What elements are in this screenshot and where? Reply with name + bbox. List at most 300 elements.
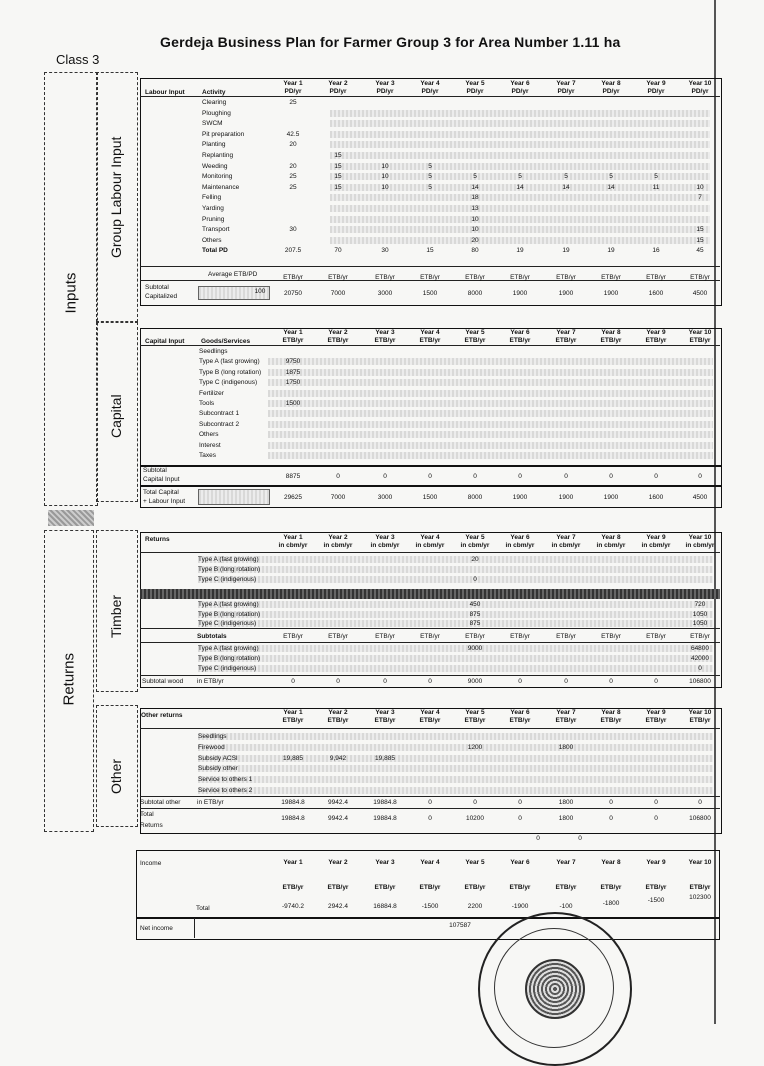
total-capital-box bbox=[198, 489, 270, 505]
other-subtotal-label: Subtotal other bbox=[140, 799, 181, 806]
activity-label-11: Yarding bbox=[202, 205, 224, 212]
capital-item-6: Tools bbox=[199, 400, 215, 407]
year-header-6: Year 6 bbox=[510, 329, 530, 336]
capital-item-3: Type B (long rotation) bbox=[199, 368, 262, 376]
other-total-y6: 0 bbox=[518, 815, 522, 822]
activity-row-shading-13 bbox=[330, 226, 710, 233]
timber-subtotal-rule bbox=[140, 675, 720, 676]
labour-monitoring-y6: 5 bbox=[518, 173, 522, 181]
year-unit-3: ETB/yr bbox=[374, 717, 396, 724]
income-year-unit-9: ETB/yr bbox=[645, 884, 667, 891]
other-item-5: Service to others 1 bbox=[198, 776, 253, 784]
timber-cumulative-row-3-y5: 875 bbox=[469, 620, 481, 627]
year-unit-2: ETB/yr bbox=[327, 337, 349, 344]
capital-subtotal-y1: 8875 bbox=[285, 473, 301, 480]
year-unit-10: in cbm/yr bbox=[685, 542, 715, 549]
income-label: Income bbox=[140, 860, 162, 867]
labour-etb-unit-y4: ETB/yr bbox=[420, 274, 440, 281]
year-header-1: Year 1 bbox=[283, 80, 303, 87]
timber-subtotal-y7: 0 bbox=[564, 678, 568, 685]
other-total-y9: 0 bbox=[654, 815, 658, 822]
year-header-10: Year 10 bbox=[688, 709, 712, 716]
other-subsidy-y2: 9,942 bbox=[329, 755, 347, 762]
timber-etb-unit-y1: ETB/yr bbox=[283, 633, 303, 640]
labour-maintenance-y8: 14 bbox=[607, 183, 615, 191]
capital-total-y3: 3000 bbox=[377, 494, 393, 501]
capital-subtotal-y5: 0 bbox=[473, 473, 477, 480]
year-unit-10: PD/yr bbox=[691, 88, 709, 95]
timber-etb-unit-y10: ETB/yr bbox=[690, 633, 710, 640]
timber-etb-unit-y8: ETB/yr bbox=[601, 633, 621, 640]
activity-label-10: Felling bbox=[202, 194, 222, 202]
labour-capitalized-y5: 8000 bbox=[467, 290, 483, 297]
capital-item-1: Seedlings bbox=[199, 348, 228, 355]
year-unit-9: PD/yr bbox=[647, 88, 665, 95]
capital-item-8: Subcontract 2 bbox=[199, 420, 240, 428]
labour-capitalized-y10: 4500 bbox=[692, 290, 708, 297]
activity-label-12: Pruning bbox=[202, 215, 225, 223]
timber-etb-row-2: Type B (long rotation) bbox=[198, 655, 261, 662]
other-item-4: Subsidy other bbox=[198, 765, 238, 773]
year-header-8: Year 8 bbox=[601, 329, 621, 336]
year-unit-10: ETB/yr bbox=[689, 717, 711, 724]
other-total-y10: 106800 bbox=[689, 815, 711, 822]
labour-total-y2: 70 bbox=[334, 247, 342, 255]
year-header-3: Year 3 bbox=[375, 534, 395, 541]
official-stamp-seal bbox=[478, 912, 632, 1066]
other-subtotal-y1: 19884.8 bbox=[281, 799, 305, 806]
activity-label-7: Weeding bbox=[202, 162, 228, 170]
timber-subtotal-y4: 0 bbox=[428, 678, 432, 685]
labour-capitalized-y1: 20750 bbox=[283, 290, 303, 297]
income-year-unit-8: ETB/yr bbox=[600, 884, 622, 891]
labour-maintenance-y1: 25 bbox=[289, 183, 297, 191]
year-header-1: Year 1 bbox=[283, 534, 303, 541]
timber-subtotal-y3: 0 bbox=[383, 678, 387, 685]
other-subtotal-y8: 0 bbox=[609, 799, 613, 806]
income-total-y3: 16884.8 bbox=[373, 903, 397, 910]
year-unit-9: in cbm/yr bbox=[641, 542, 671, 549]
year-header-9: Year 9 bbox=[646, 329, 666, 336]
labour-monitoring-y8: 5 bbox=[609, 173, 613, 181]
year-header-3: Year 3 bbox=[375, 80, 395, 87]
timber-subtotal-y5: 9000 bbox=[467, 678, 483, 685]
labour-capitalized-label: Capitalized bbox=[145, 293, 178, 300]
activity-header: Activity bbox=[202, 89, 226, 96]
labour-felling-y10: 7 bbox=[698, 194, 702, 202]
timber-volume-row-1-y5: 20 bbox=[471, 556, 479, 563]
labour-capitalized-y4: 1500 bbox=[422, 290, 438, 297]
timber-etb-rule bbox=[140, 642, 720, 643]
labour-total-rule bbox=[140, 266, 720, 267]
labour-etb-unit-y9: ETB/yr bbox=[646, 274, 666, 281]
year-unit-3: in cbm/yr bbox=[370, 542, 400, 549]
returns-side-label: Returns bbox=[60, 652, 78, 706]
capital-item-9: Others bbox=[199, 431, 219, 439]
income-year-unit-5: ETB/yr bbox=[464, 884, 486, 891]
net-income-divider bbox=[194, 918, 195, 938]
capital-row-shading-11 bbox=[268, 452, 713, 459]
timber-volume-row-3: Type C (indigenous) bbox=[198, 576, 257, 583]
year-header-5: Year 5 bbox=[465, 80, 485, 87]
other-subtotal-y6: 0 bbox=[518, 799, 522, 806]
labour-etb-unit-y3: ETB/yr bbox=[375, 274, 395, 281]
income-year-unit-10: ETB/yr bbox=[689, 884, 711, 891]
year-unit-10: ETB/yr bbox=[689, 337, 711, 344]
capital-item-4-y1: 1750 bbox=[285, 379, 301, 387]
year-unit-4: ETB/yr bbox=[419, 717, 441, 724]
income-total-y4: -1500 bbox=[421, 903, 439, 910]
year-unit-8: in cbm/yr bbox=[596, 542, 626, 549]
labour-etb-unit-y10: ETB/yr bbox=[690, 274, 710, 281]
timber-etb-unit-y5: ETB/yr bbox=[465, 633, 485, 640]
capital-row-shading-5 bbox=[268, 390, 713, 397]
year-unit-1: ETB/yr bbox=[282, 337, 304, 344]
year-header-2: Year 2 bbox=[328, 80, 348, 87]
year-header-5: Year 5 bbox=[465, 709, 485, 716]
other-total-y1: 19884.8 bbox=[281, 815, 305, 822]
year-unit-6: ETB/yr bbox=[509, 717, 531, 724]
timber-etb-row-1: Type A (fast growing) bbox=[198, 645, 259, 652]
activity-label-4: Pit preparation bbox=[202, 130, 245, 138]
timber-etb-row-3: Type C (indigenous) bbox=[198, 665, 257, 672]
income-year-header-2: Year 2 bbox=[328, 859, 348, 866]
timber-cumulative-row-3: Type C (indigenous) bbox=[198, 620, 257, 627]
other-subtotal-rule bbox=[140, 796, 720, 797]
capital-row-shading-2 bbox=[268, 358, 713, 365]
total-capital-label-2: + Labour Input bbox=[143, 498, 186, 505]
income-year-header-3: Year 3 bbox=[375, 859, 395, 866]
capital-subtotal-label-2: Capital Input bbox=[143, 476, 180, 483]
year-header-7: Year 7 bbox=[556, 709, 576, 716]
year-header-4: Year 4 bbox=[420, 534, 440, 541]
side-gray-marker bbox=[48, 510, 94, 526]
capital-subtotal-y4: 0 bbox=[428, 473, 432, 480]
timber-cumulative-row-2-y5: 875 bbox=[469, 610, 481, 618]
year-unit-1: PD/yr bbox=[284, 88, 302, 95]
year-unit-9: ETB/yr bbox=[645, 337, 667, 344]
year-unit-3: ETB/yr bbox=[374, 337, 396, 344]
capital-row-shading-3 bbox=[268, 369, 713, 376]
labour-monitoring-y1: 25 bbox=[289, 173, 297, 181]
year-unit-8: ETB/yr bbox=[600, 717, 622, 724]
labour-maintenance-y3: 10 bbox=[381, 183, 389, 191]
labour-felling-y5: 18 bbox=[471, 194, 479, 202]
activity-row-shading-3 bbox=[330, 120, 710, 127]
other-total-y5: 10200 bbox=[465, 815, 485, 822]
activity-label-13: Transport bbox=[202, 226, 230, 234]
year-header-7: Year 7 bbox=[556, 80, 576, 87]
activity-label-15: Total PD bbox=[202, 247, 228, 255]
labour-total-y9: 16 bbox=[652, 247, 660, 255]
timber-r1-shading-2 bbox=[198, 566, 713, 573]
labour-total-y10: 45 bbox=[696, 247, 704, 255]
capital-subtotal-y6: 0 bbox=[518, 473, 522, 480]
labour-monitoring-y5: 5 bbox=[473, 173, 477, 181]
activity-label-14: Others bbox=[202, 236, 222, 244]
labour-planting-y1: 20 bbox=[289, 141, 297, 149]
activity-label-5: Planting bbox=[202, 141, 226, 149]
income-year-unit-1: ETB/yr bbox=[282, 884, 304, 891]
stamp-emblem bbox=[525, 959, 585, 1019]
year-unit-7: in cbm/yr bbox=[551, 542, 581, 549]
labour-capitalized-y3: 3000 bbox=[377, 290, 393, 297]
income-total-y1: -9740.2 bbox=[281, 903, 305, 910]
timber-cumulative-row-2-y10: 1050 bbox=[692, 610, 708, 618]
other-firewood-y5: 1200 bbox=[467, 744, 483, 751]
year-header-9: Year 9 bbox=[646, 80, 666, 87]
net-income-row bbox=[136, 918, 720, 940]
timber-etb-unit-y6: ETB/yr bbox=[510, 633, 530, 640]
activity-label-1: Clearing bbox=[202, 99, 227, 106]
other-row-shading-6 bbox=[198, 787, 713, 794]
labour-capitalized-y8: 1900 bbox=[603, 290, 619, 297]
other-subtotal-y2: 9942.4 bbox=[328, 799, 348, 806]
income-total-y10: 102300 bbox=[689, 894, 711, 901]
capital-row-shading-8 bbox=[268, 421, 713, 428]
other-subtotal-y9: 0 bbox=[654, 799, 658, 806]
timber-subtotal-y9: 0 bbox=[654, 678, 658, 685]
year-unit-7: PD/yr bbox=[557, 88, 575, 95]
year-unit-8: ETB/yr bbox=[600, 337, 622, 344]
capital-row-shading-4 bbox=[268, 379, 713, 386]
capital-total-y5: 8000 bbox=[467, 494, 483, 501]
other-firewood-y7: 1800 bbox=[558, 744, 574, 751]
labour-total-y8: 19 bbox=[607, 247, 615, 255]
labour-capitalized-y2: 7000 bbox=[330, 290, 346, 297]
labour-transport-y5: 10 bbox=[471, 226, 479, 234]
capital-subtotal-y8: 0 bbox=[609, 473, 613, 480]
capital-item-11: Taxes bbox=[199, 452, 216, 459]
year-unit-2: ETB/yr bbox=[327, 717, 349, 724]
other-subsidy-y3: 19,885 bbox=[375, 755, 395, 762]
timber-cumulative-row-1-y10: 720 bbox=[694, 601, 706, 608]
timber-subtotal-y1: 0 bbox=[291, 678, 295, 685]
year-unit-1: ETB/yr bbox=[282, 717, 304, 724]
labour-pruning-y5: 10 bbox=[471, 215, 479, 223]
year-header-3: Year 3 bbox=[375, 709, 395, 716]
capital-item-2: Type A (fast growing) bbox=[199, 358, 260, 366]
year-header-1: Year 1 bbox=[283, 329, 303, 336]
net-income-value: 107587 bbox=[449, 922, 471, 929]
activity-row-shading-11 bbox=[330, 205, 710, 212]
income-total-y6: -1900 bbox=[511, 903, 529, 910]
year-header-10: Year 10 bbox=[688, 329, 712, 336]
capital-corner: Capital Input bbox=[145, 338, 185, 345]
capital-row-shading-10 bbox=[268, 442, 713, 449]
income-year-unit-6: ETB/yr bbox=[509, 884, 531, 891]
net-income-label: Net income bbox=[140, 925, 173, 932]
timber-volume-row-1: Type A (fast growing) bbox=[198, 556, 259, 563]
labour-capitalized-y6: 1900 bbox=[512, 290, 528, 297]
year-header-6: Year 6 bbox=[510, 709, 530, 716]
income-year-header-9: Year 9 bbox=[646, 859, 666, 866]
timber-etb-row-1-y10: 64800 bbox=[690, 645, 710, 652]
labour-others-y10: 15 bbox=[696, 236, 704, 244]
year-unit-1: in cbm/yr bbox=[278, 542, 308, 549]
capital-total-y1: 29625 bbox=[283, 494, 303, 501]
year-header-9: Year 9 bbox=[646, 534, 666, 541]
year-header-6: Year 6 bbox=[510, 80, 530, 87]
labour-total-y6: 19 bbox=[516, 247, 524, 255]
timber-etb-unit-y9: ETB/yr bbox=[646, 633, 666, 640]
timber-r3-shading-2 bbox=[198, 655, 713, 662]
labour-header-rule bbox=[140, 96, 720, 97]
income-year-unit-7: ETB/yr bbox=[555, 884, 577, 891]
capital-subtotal-y7: 0 bbox=[564, 473, 568, 480]
labour-subtotal-label: Subtotal bbox=[145, 284, 169, 291]
labour-replanting-y2: 15 bbox=[334, 152, 342, 159]
labour-total-y4: 15 bbox=[426, 247, 434, 255]
capital-total-y2: 7000 bbox=[330, 494, 346, 501]
income-total-y2: 2942.4 bbox=[328, 903, 348, 910]
other-total-y2: 9942.4 bbox=[328, 815, 348, 822]
labour-maintenance-y4: 5 bbox=[428, 183, 432, 191]
timber-section-label: Timber bbox=[108, 594, 124, 638]
below-value-2: 0 bbox=[578, 835, 582, 842]
capital-section-label: Capital bbox=[108, 394, 124, 438]
labour-monitoring-y4: 5 bbox=[428, 173, 432, 181]
labour-total-y3: 30 bbox=[381, 247, 389, 255]
capital-item-10: Interest bbox=[199, 441, 221, 449]
timber-header-rule bbox=[140, 552, 720, 553]
labour-capitalized-y7: 1900 bbox=[558, 290, 574, 297]
income-year-header-4: Year 4 bbox=[420, 859, 440, 866]
year-unit-9: ETB/yr bbox=[645, 717, 667, 724]
class-label: Class 3 bbox=[56, 52, 100, 67]
other-item-1: Seedlings bbox=[198, 733, 227, 740]
timber-etb-unit-y2: ETB/yr bbox=[328, 633, 348, 640]
year-unit-4: PD/yr bbox=[421, 88, 439, 95]
timber-cumulative-row-1: Type A (fast growing) bbox=[198, 601, 259, 608]
income-year-unit-3: ETB/yr bbox=[374, 884, 396, 891]
income-total-y5: 2200 bbox=[467, 903, 483, 910]
capital-item-7: Subcontract 1 bbox=[199, 410, 240, 418]
labour-monitoring-y9: 5 bbox=[654, 173, 658, 181]
activity-label-2: Ploughing bbox=[202, 109, 231, 117]
timber-cumulative-row-3-y10: 1050 bbox=[692, 620, 708, 627]
income-year-header-5: Year 5 bbox=[465, 859, 485, 866]
labour-etb-unit-y5: ETB/yr bbox=[465, 274, 485, 281]
year-header-4: Year 4 bbox=[420, 329, 440, 336]
other-subtotal-y10: 0 bbox=[698, 799, 702, 806]
capital-header-rule bbox=[140, 345, 720, 346]
labour-maintenance-y5: 14 bbox=[471, 183, 479, 191]
labour-monitoring-y3: 10 bbox=[381, 173, 389, 181]
activity-label-9: Maintenance bbox=[202, 183, 240, 191]
activity-row-shading-2 bbox=[330, 110, 710, 117]
timber-subtotals-label: Subtotals bbox=[197, 633, 227, 640]
year-header-8: Year 8 bbox=[601, 80, 621, 87]
other-row-shading-5 bbox=[198, 776, 713, 783]
labour-total-y1: 207.5 bbox=[284, 247, 302, 255]
year-header-4: Year 4 bbox=[420, 80, 440, 87]
timber-etb-unit-y4: ETB/yr bbox=[420, 633, 440, 640]
timber-r3-shading-3 bbox=[198, 665, 713, 672]
year-header-5: Year 5 bbox=[465, 329, 485, 336]
other-subtotal-y5: 0 bbox=[473, 799, 477, 806]
timber-corner: Returns bbox=[145, 536, 170, 543]
labour-corner: Labour Input bbox=[145, 89, 185, 96]
labour-etb-unit-y8: ETB/yr bbox=[601, 274, 621, 281]
capital-row-shading-6 bbox=[268, 400, 713, 407]
other-subtotal-y7: 1800 bbox=[558, 799, 574, 806]
activity-label-3: SWCM bbox=[202, 120, 223, 128]
other-total-y8: 0 bbox=[609, 815, 613, 822]
timber-etb-unit-y7: ETB/yr bbox=[556, 633, 576, 640]
year-unit-7: ETB/yr bbox=[555, 337, 577, 344]
inputs-side-label: Inputs bbox=[62, 272, 80, 314]
capital-subtotal-label: Subtotal bbox=[143, 467, 167, 474]
other-subtotal-y4: 0 bbox=[428, 799, 432, 806]
other-subsidy-y1: 19,885 bbox=[283, 755, 303, 762]
year-unit-2: in cbm/yr bbox=[323, 542, 353, 549]
year-unit-8: PD/yr bbox=[602, 88, 620, 95]
year-unit-5: ETB/yr bbox=[464, 337, 486, 344]
capital-total-y4: 1500 bbox=[422, 494, 438, 501]
other-item-3: Subsidy ACSI bbox=[198, 754, 238, 762]
timber-subtotal-unit: in ETB/yr bbox=[197, 678, 224, 685]
other-corner: Other returns bbox=[141, 712, 183, 719]
other-total-y4: 0 bbox=[428, 815, 432, 822]
activity-label-8: Monitoring bbox=[202, 173, 233, 181]
timber-subtotal-y10: 106800 bbox=[689, 678, 711, 685]
capital-subtotal-y9: 0 bbox=[654, 473, 658, 480]
activity-row-shading-14 bbox=[330, 237, 710, 244]
other-section-label: Other bbox=[108, 758, 124, 794]
year-unit-4: ETB/yr bbox=[419, 337, 441, 344]
capital-subtotal-y3: 0 bbox=[383, 473, 387, 480]
capital-total-y10: 4500 bbox=[692, 494, 708, 501]
labour-section-label: Group Labour Input bbox=[108, 136, 124, 258]
labour-yarding-y5: 13 bbox=[471, 205, 479, 212]
labour-etb-unit-y7: ETB/yr bbox=[556, 274, 576, 281]
capital-row-shading-7 bbox=[268, 410, 713, 417]
labour-maintenance-y10: 10 bbox=[696, 183, 704, 191]
capital-total-y6: 1900 bbox=[512, 494, 528, 501]
labour-monitoring-y7: 5 bbox=[564, 173, 568, 181]
timber-volume-row-3-y5: 0 bbox=[473, 576, 477, 583]
timber-cumulative-row-1-y5: 450 bbox=[469, 601, 481, 608]
timber-subtotal-label: Subtotal wood bbox=[142, 678, 184, 685]
activity-label-6: Replanting bbox=[202, 152, 234, 159]
income-year-unit-4: ETB/yr bbox=[419, 884, 441, 891]
timber-etb-row-3-y10: 0 bbox=[698, 665, 702, 672]
labour-etb-unit-y2: ETB/yr bbox=[328, 274, 348, 281]
labour-others-y5: 20 bbox=[471, 236, 479, 244]
year-header-3: Year 3 bbox=[375, 329, 395, 336]
year-unit-6: in cbm/yr bbox=[505, 542, 535, 549]
year-header-4: Year 4 bbox=[420, 709, 440, 716]
labour-maintenance-y9: 11 bbox=[652, 183, 660, 191]
other-header-rule bbox=[140, 728, 720, 729]
capital-item-4: Type C (indigenous) bbox=[199, 379, 258, 387]
year-unit-5: ETB/yr bbox=[464, 717, 486, 724]
timber-etb-row-1-y5: 9000 bbox=[467, 645, 483, 652]
year-header-8: Year 8 bbox=[601, 534, 621, 541]
labour-weeding-y4: 5 bbox=[428, 162, 432, 170]
capital-total-y7: 1900 bbox=[558, 494, 574, 501]
year-header-7: Year 7 bbox=[556, 534, 576, 541]
timber-subtotal-y8: 0 bbox=[609, 678, 613, 685]
labour-transport-y10: 15 bbox=[696, 226, 704, 234]
below-value-1: 0 bbox=[536, 835, 540, 842]
year-header-2: Year 2 bbox=[328, 534, 348, 541]
capital-total-y9: 1600 bbox=[648, 494, 664, 501]
year-unit-4: in cbm/yr bbox=[415, 542, 445, 549]
year-header-6: Year 6 bbox=[510, 534, 530, 541]
income-year-header-1: Year 1 bbox=[283, 859, 303, 866]
